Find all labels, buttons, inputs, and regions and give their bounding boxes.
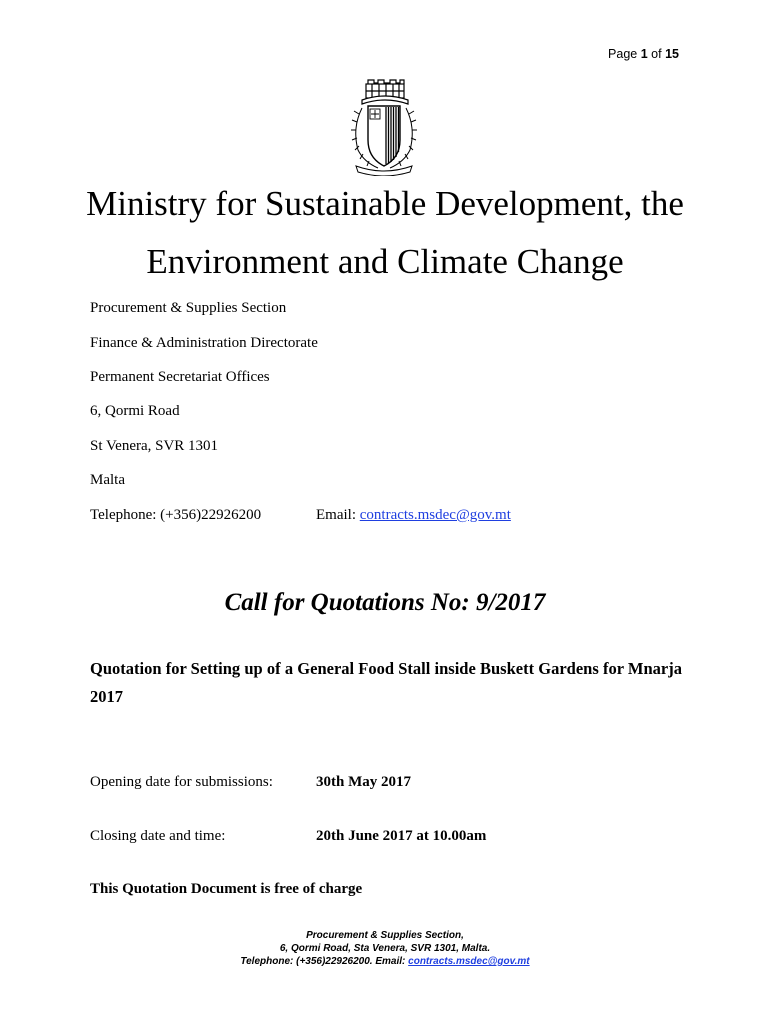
ministry-title-line-2: Environment and Climate Change <box>146 242 624 281</box>
page-of-label: of <box>651 47 662 61</box>
closing-date-label: Closing date and time: <box>90 828 226 844</box>
footer-line-1: Procurement & Supplies Section, <box>306 930 464 941</box>
call-for-quotations-title: Call for Quotations No: 9/2017 <box>224 589 546 616</box>
page-number <box>608 47 679 61</box>
coat-of-arms-emblem <box>348 78 420 176</box>
address-line-town: St Venera, SVR 1301 <box>90 438 219 454</box>
address-line-offices: Permanent Secretariat Offices <box>90 369 270 385</box>
quotation-subject: Quotation for Setting up of a General Food Stall inside Buskett Gardens for Mnarja 2017 <box>90 659 682 706</box>
address-line-street: 6, Qormi Road <box>90 403 180 419</box>
page-label: Page <box>608 47 638 61</box>
opening-date-value: 30th May 2017 <box>316 774 411 790</box>
email-label: Email: <box>316 507 356 523</box>
address-line-directorate: Finance & Administration Directorate <box>90 335 318 351</box>
closing-date-value: 20th June 2017 at 10.00am <box>316 828 487 844</box>
page-footer <box>0 929 770 968</box>
ministry-title-line-1: Ministry for Sustainable Development, the <box>86 184 684 223</box>
page-total: 15 <box>665 47 679 61</box>
footer-line-3 <box>0 955 770 968</box>
footer-telephone: Telephone: (+356)22926200. Email: <box>240 956 406 967</box>
free-of-charge-note: This Quotation Document is free of charge <box>90 881 363 897</box>
email-link[interactable]: contracts.msdec@gov.mt <box>359 507 511 523</box>
address-line-country: Malta <box>90 472 125 488</box>
footer-email-link[interactable]: contracts.msdec@gov.mt <box>408 956 530 967</box>
footer-line-2: 6, Qormi Road, Sta Venera, SVR 1301, Malta. <box>279 943 491 954</box>
telephone-text: Telephone: (+356)22926200 <box>90 507 262 523</box>
email-row <box>316 506 511 524</box>
address-line-section: Procurement & Supplies Section <box>90 300 287 316</box>
opening-date-label: Opening date for submissions: <box>90 774 273 790</box>
page-current: 1 <box>640 47 648 61</box>
